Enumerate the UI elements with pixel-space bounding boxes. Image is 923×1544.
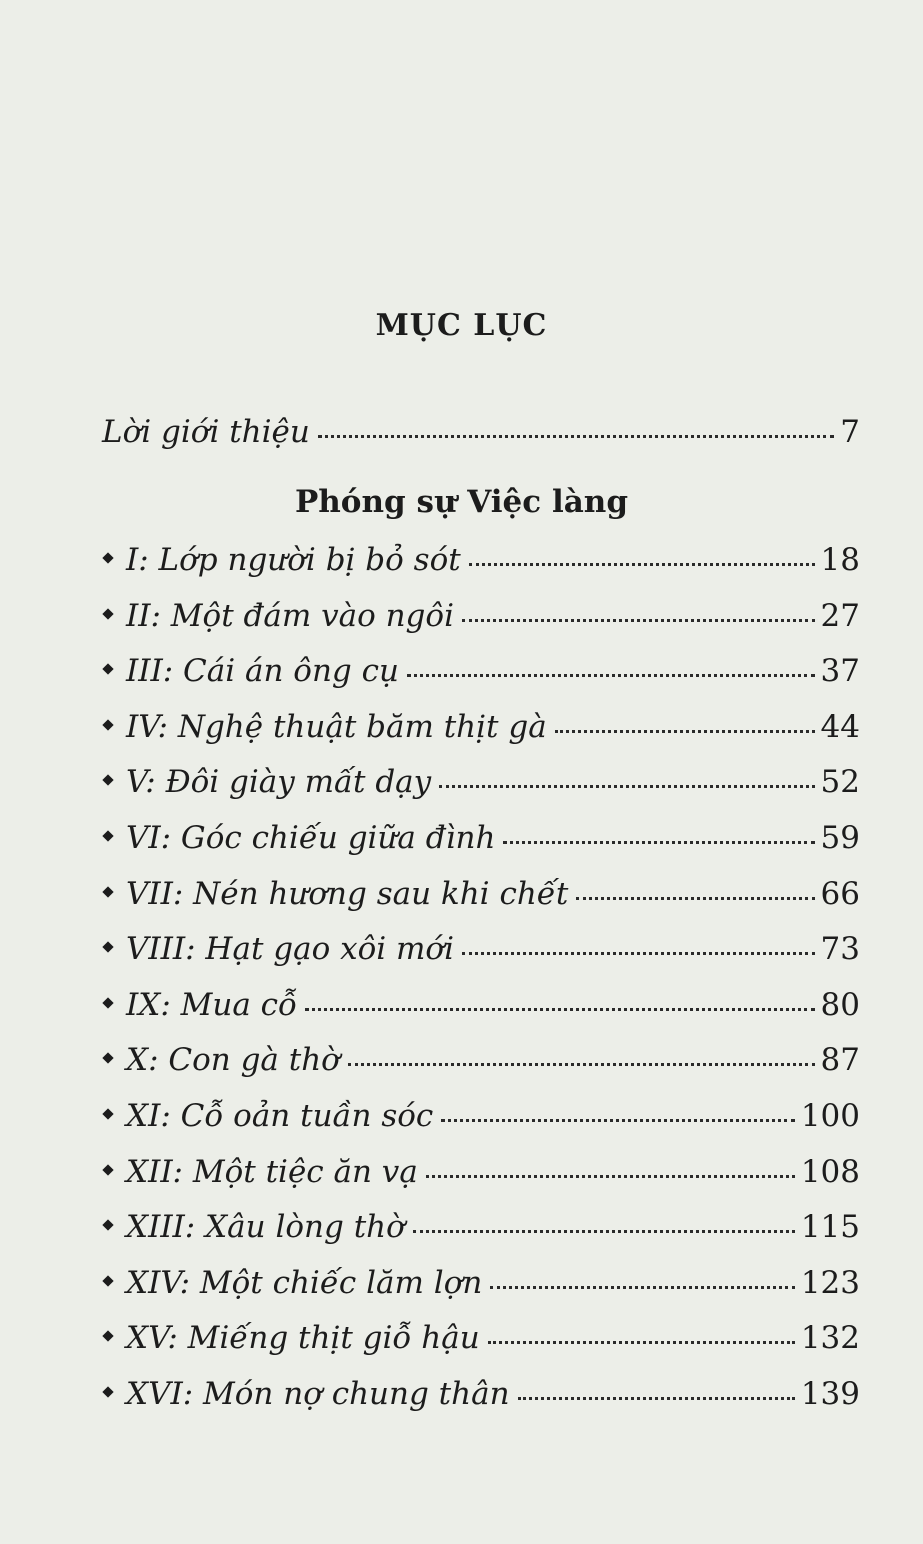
dot-leader — [490, 1284, 795, 1289]
diamond-bullet-icon — [102, 1164, 113, 1175]
toc-entry-label: I: Lớp người bị bỏ sót — [126, 542, 461, 578]
dot-leader — [441, 1117, 795, 1122]
toc-entry — [104, 1040, 860, 1080]
diamond-bullet-icon — [102, 1275, 113, 1286]
toc-entry-page: 123 — [800, 1264, 860, 1301]
dot-leader — [407, 672, 815, 677]
diamond-bullet-icon — [102, 886, 113, 897]
diamond-bullet-icon — [102, 830, 113, 841]
diamond-bullet-icon — [102, 1108, 113, 1119]
diamond-bullet-icon — [102, 552, 113, 563]
toc-entry-page: 87 — [820, 1042, 860, 1079]
toc-entry-label: XV: Miếng thịt giỗ hậu — [126, 1320, 480, 1357]
toc-entry-label: Lời giới thiệu — [102, 414, 310, 450]
toc-entry-page: 27 — [820, 597, 860, 634]
diamond-bullet-icon — [102, 1331, 113, 1342]
dot-leader — [518, 1395, 795, 1400]
toc-entry — [104, 540, 860, 580]
toc-entry-label: VII: Nén hương sau khi chết — [126, 875, 569, 912]
toc-entry-label: VI: Góc chiếu giữa đình — [126, 820, 496, 856]
section-title: Phóng sự Việc làng — [294, 484, 629, 520]
toc-entry-label: XIII: Xâu lòng thờ — [126, 1209, 405, 1246]
diamond-bullet-icon — [102, 1386, 113, 1397]
toc-entry-label: II: Một đám vào ngôi — [126, 597, 454, 634]
toc-entry-page: 132 — [800, 1320, 860, 1357]
toc-entry-label: XII: Một tiệc ăn vạ — [126, 1153, 418, 1190]
toc-entry-page: 7 — [840, 414, 860, 450]
toc-entry — [104, 985, 860, 1025]
toc-entry — [104, 707, 860, 747]
toc-entry-page: 108 — [800, 1153, 860, 1190]
toc-entry-label: IV: Nghệ thuật băm thịt gà — [126, 708, 547, 745]
dot-leader — [426, 1173, 795, 1178]
dot-leader — [413, 1228, 795, 1233]
toc-entry-label: XI: Cỗ oản tuần sóc — [126, 1098, 434, 1134]
diamond-bullet-icon — [102, 1053, 113, 1064]
toc-entry-label: XIV: Một chiếc lăm lợn — [126, 1264, 483, 1301]
toc-entry-page: 73 — [820, 931, 860, 968]
toc-entry — [104, 929, 860, 969]
toc-entry-page: 100 — [800, 1098, 860, 1134]
toc-entry-label: XVI: Món nợ chung thân — [126, 1376, 510, 1412]
show-through-text — [0, 62, 923, 83]
toc-entry-page: 18 — [820, 542, 860, 578]
toc-entry — [104, 874, 860, 914]
diamond-bullet-icon — [102, 775, 113, 786]
diamond-bullet-icon — [102, 608, 113, 619]
toc-entry — [104, 818, 860, 858]
toc-entry-page: 52 — [820, 764, 860, 801]
toc-entry-label: VIII: Hạt gạo xôi mới — [126, 931, 454, 968]
dot-leader — [439, 783, 814, 788]
toc-entry — [104, 1318, 860, 1358]
dot-leader — [503, 839, 814, 844]
diamond-bullet-icon — [102, 942, 113, 953]
dot-leader — [576, 895, 814, 900]
toc-entry-label: X: Con gà thờ — [126, 1042, 340, 1079]
dot-leader — [462, 617, 815, 622]
diamond-bullet-icon — [102, 664, 113, 675]
toc-entry-page: 115 — [800, 1209, 860, 1246]
toc-entry-label: IX: Mua cỗ — [126, 986, 297, 1023]
toc-entry-page: 37 — [820, 653, 860, 690]
dot-leader — [348, 1061, 815, 1066]
dot-leader — [462, 950, 815, 955]
dot-leader — [555, 728, 815, 733]
dot-leader — [305, 1006, 815, 1011]
toc-entry — [104, 762, 860, 802]
toc-entry-page: 44 — [820, 708, 860, 745]
toc-entry-label: V: Đôi giày mất dạy — [126, 764, 432, 801]
toc-entry — [104, 1207, 860, 1247]
toc-entry-page: 66 — [820, 875, 860, 912]
toc-title: MỤC LỤC — [375, 308, 548, 343]
diamond-bullet-icon — [102, 719, 113, 730]
toc-entry — [104, 596, 860, 636]
toc-entry-intro — [102, 412, 860, 452]
dot-leader — [318, 433, 834, 438]
toc-entry — [104, 1263, 860, 1303]
diamond-bullet-icon — [102, 1220, 113, 1231]
toc-entry — [104, 1152, 860, 1192]
toc-entry-label: III: Cái án ông cụ — [126, 653, 399, 690]
toc-entry — [104, 1374, 860, 1414]
diamond-bullet-icon — [102, 997, 113, 1008]
toc-entry — [104, 651, 860, 691]
toc-entry-page: 59 — [820, 820, 860, 856]
dot-leader — [488, 1339, 795, 1344]
toc-entry-page: 80 — [820, 986, 860, 1023]
toc-entry — [104, 1096, 860, 1136]
dot-leader — [469, 561, 815, 566]
toc-entry-page: 139 — [800, 1376, 860, 1412]
